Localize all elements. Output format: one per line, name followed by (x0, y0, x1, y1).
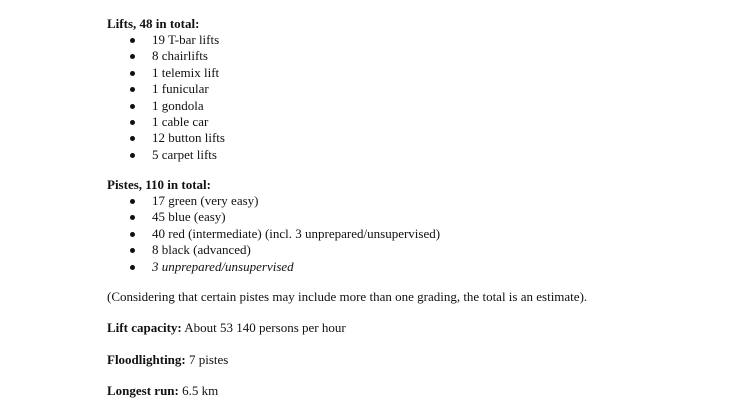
list-item: 40 red (intermediate) (incl. 3 unprepared/unsupervised) (107, 226, 440, 242)
lifts-list (107, 32, 225, 163)
list-item: 1 cable car (107, 114, 225, 130)
longest-run-value: 6.5 km (182, 383, 219, 398)
lift-capacity (107, 320, 346, 336)
list-item: 1 gondola (107, 98, 225, 114)
list-item: 1 funicular (107, 81, 225, 97)
longest-run (107, 383, 218, 399)
list-item: 45 blue (easy) (107, 209, 440, 225)
list-item: 5 carpet lifts (107, 147, 225, 163)
list-item: 3 unprepared/unsupervised (107, 259, 440, 275)
list-item: 17 green (very easy) (107, 193, 440, 209)
floodlighting-label: Floodlighting: (107, 352, 186, 367)
lifts-heading: Lifts, 48 in total: (107, 16, 200, 31)
pistes-list (107, 193, 440, 275)
list-item: 8 black (advanced) (107, 242, 440, 258)
lift-capacity-value: About 53 140 persons per hour (184, 320, 346, 335)
longest-run-label: Longest run: (107, 383, 179, 398)
list-item: 12 button lifts (107, 130, 225, 146)
floodlighting (107, 352, 228, 368)
estimate-note: (Considering that certain pistes may include more than one grading, the total is an estimate). (107, 289, 588, 304)
lift-capacity-label: Lift capacity: (107, 320, 182, 335)
list-item: 8 chairlifts (107, 48, 225, 64)
floodlighting-value: 7 pistes (189, 352, 229, 367)
list-item: 1 telemix lift (107, 65, 225, 81)
list-item: 19 T-bar lifts (107, 32, 225, 48)
pistes-heading: Pistes, 110 in total: (107, 177, 211, 192)
